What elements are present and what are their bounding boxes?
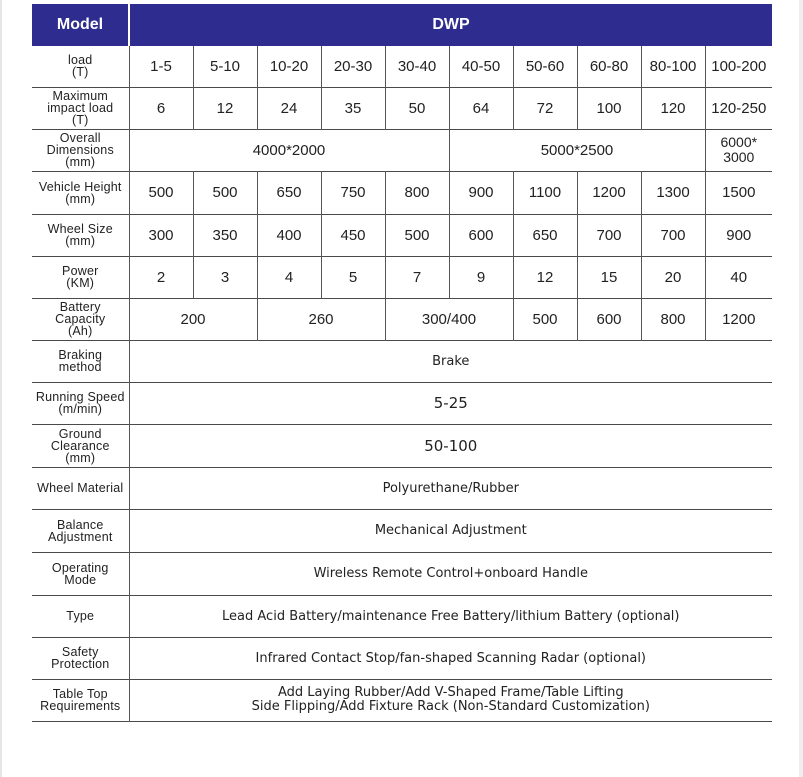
cell: 40-50	[449, 46, 513, 87]
cell: Add Laying Rubber/Add V-Shaped Frame/Table Lifting Side Flipping/Add Fixture Rack (Non-Standard Customization)	[129, 679, 772, 721]
cell: 900	[449, 171, 513, 214]
cell: 260	[257, 298, 385, 340]
cell: 2	[129, 256, 193, 298]
cell: 1100	[513, 171, 577, 214]
cell: 300	[129, 214, 193, 256]
cell: 72	[513, 87, 577, 129]
row-label-operating-mode: Operating Mode	[51, 560, 109, 587]
row-label-wheel-size: Wheel Size (mm)	[47, 222, 113, 248]
cell: 64	[449, 87, 513, 129]
cell: 700	[641, 214, 705, 256]
cell: 20	[641, 256, 705, 298]
row-label-wheel-material: Wheel Material	[37, 481, 124, 495]
row-label-type: Type	[66, 609, 95, 623]
row-dimensions	[32, 129, 772, 171]
cell: 10-20	[257, 46, 321, 87]
row-label-dimensions: Overall Dimensions (mm)	[46, 131, 114, 169]
cell: 650	[513, 214, 577, 256]
cell: 80-100	[641, 46, 705, 87]
row-label-ground-clearance: Ground Clearance (mm)	[50, 426, 110, 465]
row-label-power: Power (KM)	[62, 264, 99, 290]
row-braking-method	[32, 340, 772, 382]
cell: 600	[449, 214, 513, 256]
row-wheel-size	[32, 214, 772, 256]
cell: 30-40	[385, 46, 449, 87]
cell: 5-10	[193, 46, 257, 87]
row-label-balance-adjustment: Balance Adjustment	[47, 517, 113, 544]
row-label-load: load (T)	[68, 53, 93, 80]
cell: 12	[193, 87, 257, 129]
cell: 12	[513, 256, 577, 298]
cell: 800	[641, 298, 705, 340]
row-ground-clearance	[32, 424, 772, 467]
cell: 100	[577, 87, 641, 129]
cell: 120-250	[705, 87, 772, 129]
row-balance-adjustment	[32, 509, 772, 552]
cell: 120	[641, 87, 705, 129]
cell: 800	[385, 171, 449, 214]
cell: 40	[705, 256, 772, 298]
cell: 50	[385, 87, 449, 129]
cell: 100-200	[705, 46, 772, 87]
cell: 900	[705, 214, 772, 256]
cell: 3	[193, 256, 257, 298]
cell: Wireless Remote Control+onboard Handle	[129, 552, 772, 595]
cell: 500	[129, 171, 193, 214]
row-load	[32, 46, 772, 87]
cell: 200	[129, 298, 257, 340]
cell: 1-5	[129, 46, 193, 87]
row-label-vehicle-height: Vehicle Height (mm)	[38, 179, 122, 206]
cell: 35	[321, 87, 385, 129]
cell: 500	[513, 298, 577, 340]
row-wheel-material	[32, 467, 772, 509]
row-operating-mode	[32, 552, 772, 595]
cell: 750	[321, 171, 385, 214]
cell: 4	[257, 256, 321, 298]
spec-table	[32, 4, 772, 722]
cell: 1300	[641, 171, 705, 214]
cell: 650	[257, 171, 321, 214]
row-table-top-requirements	[32, 679, 772, 721]
cell: 6	[129, 87, 193, 129]
row-label-braking-method: Braking method	[58, 348, 103, 374]
cell: 5-25	[129, 382, 772, 424]
cell: Polyurethane/Rubber	[129, 467, 772, 509]
cell: 600	[577, 298, 641, 340]
row-impact-load	[32, 87, 772, 129]
cell: 24	[257, 87, 321, 129]
cell: 1500	[705, 171, 772, 214]
cell: 60-80	[577, 46, 641, 87]
row-label-safety-protection: Safety Protection	[51, 645, 110, 671]
row-label-running-speed: Running Speed (m/min)	[35, 390, 125, 416]
cell: 50-100	[129, 424, 772, 467]
cell: 500	[193, 171, 257, 214]
cell: Mechanical Adjustment	[129, 509, 772, 552]
cell: Brake	[129, 340, 772, 382]
row-type	[32, 595, 772, 637]
cell: 1200	[577, 171, 641, 214]
cell: 5000*2500	[449, 129, 705, 171]
cell: 15	[577, 256, 641, 298]
cell: 4000*2000	[129, 129, 449, 171]
cell: 9	[449, 256, 513, 298]
row-battery-capacity	[32, 298, 772, 340]
cell: 450	[321, 214, 385, 256]
cell: 6000* 3000	[705, 129, 772, 171]
cell: Lead Acid Battery/maintenance Free Battery/lithium Battery (optional)	[129, 595, 772, 637]
cell: 400	[257, 214, 321, 256]
row-label-battery-capacity: Battery Capacity (Ah)	[55, 300, 106, 338]
row-safety-protection	[32, 637, 772, 679]
cell: 300/400	[385, 298, 513, 340]
row-vehicle-height	[32, 171, 772, 214]
cell: 7	[385, 256, 449, 298]
cell: 5	[321, 256, 385, 298]
row-running-speed	[32, 382, 772, 424]
cell: 350	[193, 214, 257, 256]
table-header-row	[32, 4, 772, 46]
cell: Infrared Contact Stop/fan-shaped Scanning Radar (optional)	[129, 637, 772, 679]
row-label-table-top-requirements: Table Top Requirements	[40, 687, 121, 713]
cell: 20-30	[321, 46, 385, 87]
cell: 1200	[705, 298, 772, 340]
row-label-impact-load: Maximum impact load (T)	[47, 89, 114, 127]
cell: 50-60	[513, 46, 577, 87]
series-header: DWP	[129, 4, 772, 46]
cell: 700	[577, 214, 641, 256]
cell: 500	[385, 214, 449, 256]
row-power	[32, 256, 772, 298]
model-header: Model	[32, 4, 129, 46]
